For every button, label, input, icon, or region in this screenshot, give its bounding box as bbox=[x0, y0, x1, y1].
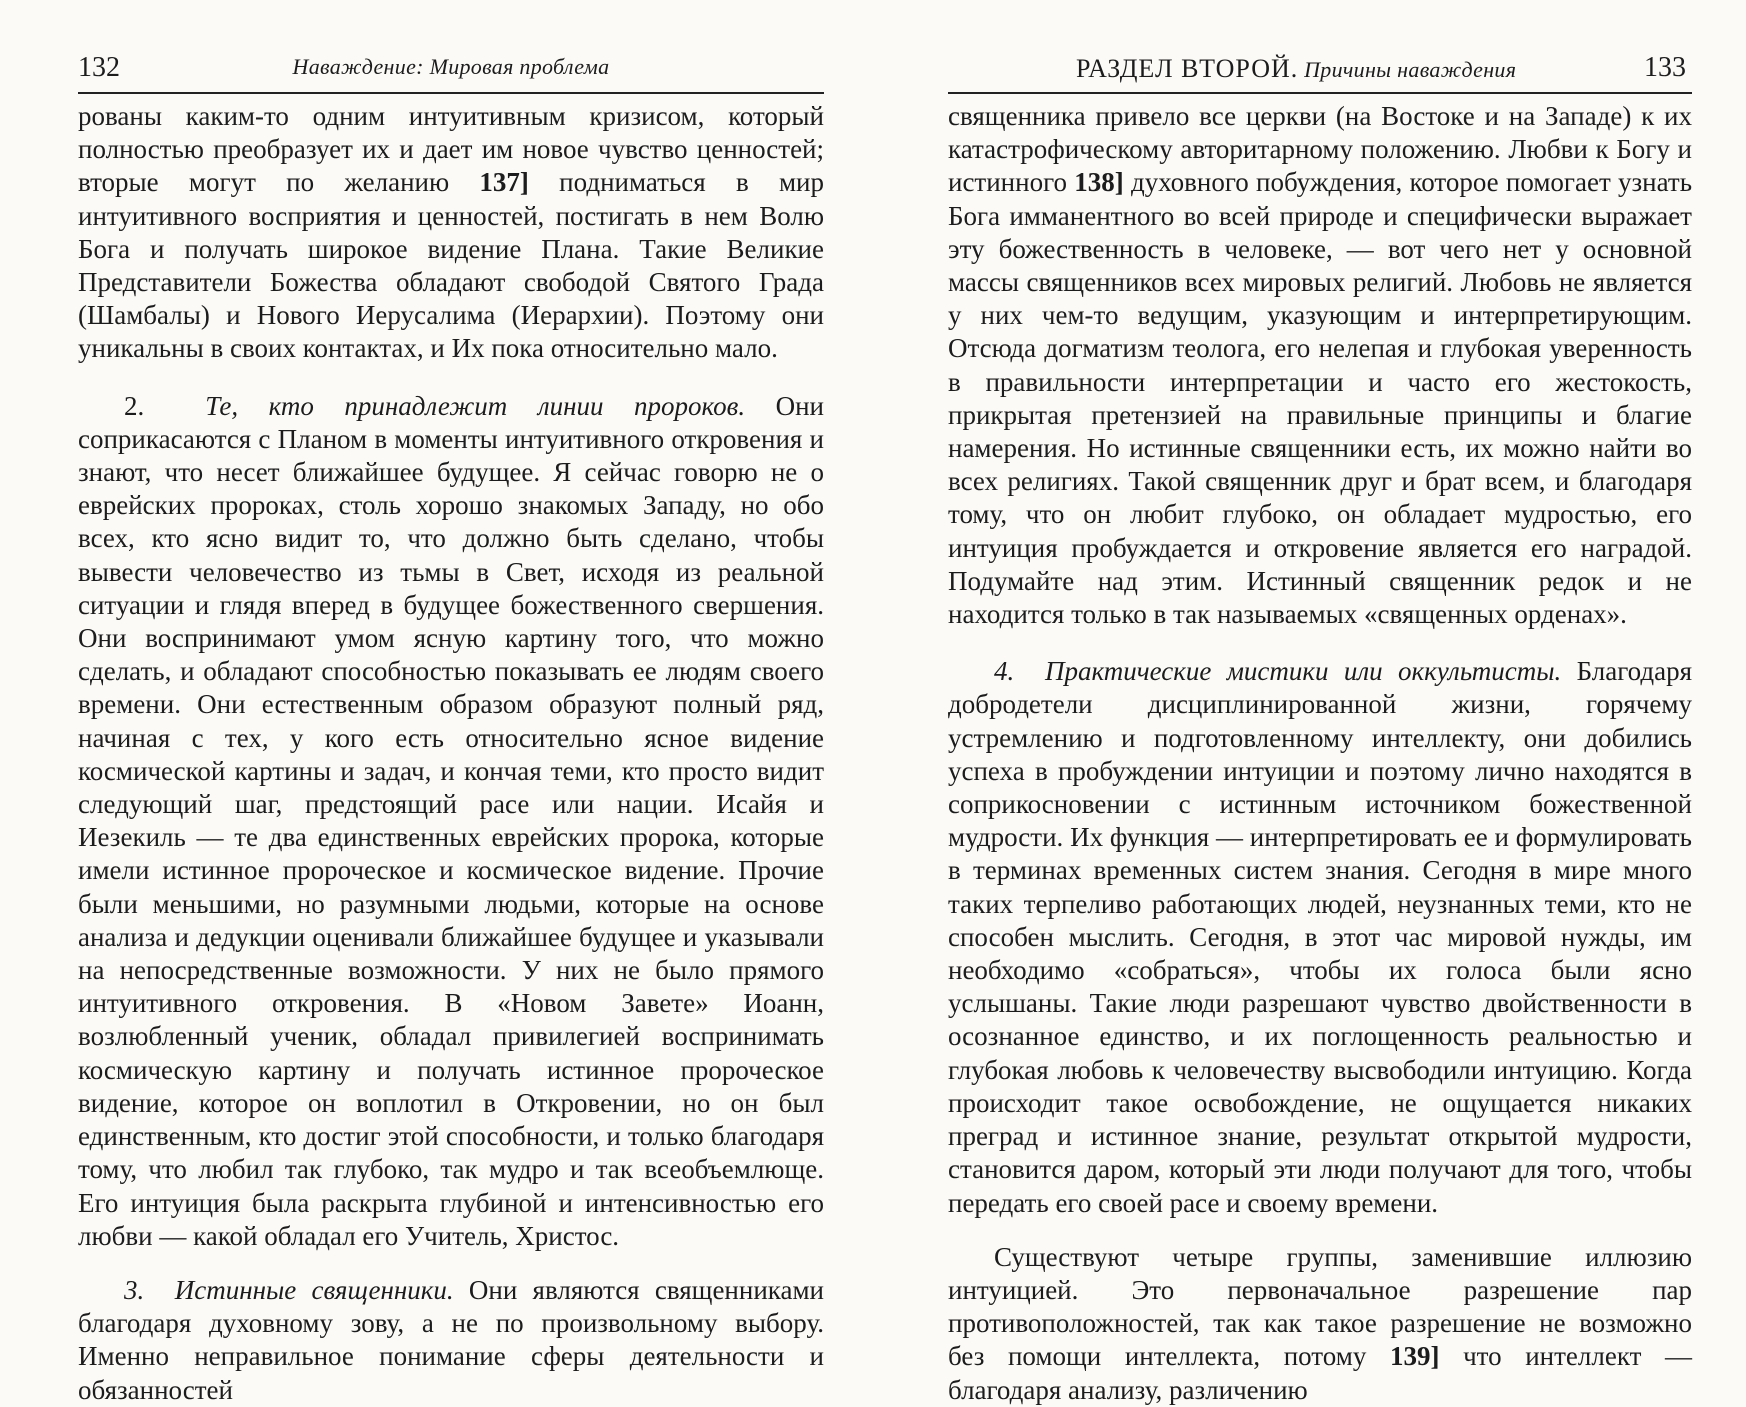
list-number: 3. bbox=[124, 1274, 145, 1305]
left-page-body bbox=[78, 100, 824, 1407]
text-run: рованы каким-то одним интуитивным кризисом, который полностью преобразует их и дает им новое чувство ценностей; вторые могут по желанию bbox=[78, 101, 824, 198]
running-title bbox=[1076, 54, 1692, 84]
item-heading: Истинные священники. bbox=[174, 1274, 454, 1305]
paragraph bbox=[948, 100, 1692, 631]
text-run: священника привело все церкви (на Востоке и на Западе) к их катастрофическому авторитарному положению. Любви к Богу и истинного bbox=[948, 101, 1692, 198]
paragraph bbox=[948, 1241, 1692, 1407]
text-run: Благодаря добродетели дисциплинированной жизни, горячему устремлению и подготовленному интеллекту, они добились успеха в пробуждении интуиции и поэтому лично находятся в соприкосновении с истинным источником божественной мудрости. Их функция — интерпретировать ее и формулировать в терминах временных систем знания. Сегодня в мире много таких терпеливо работающих людей, неузнанных теми, кто не способен мыслить. Сегодня, в этот час мировой нужды, им необходимо «собраться», чтобы их голоса были ясно услышаны. Такие люди разрешают чувство двойственности в осознанное единство, и их поглощенность реальностью и глубокая любовь к человечеству высвободили интуицию. Когда происходит такое освобождение, не ощущается никаких преград и истинное знание, результат открытой мудрости, становится даром, который эти люди получают для того, чтобы передать его своей расе и своему времени. bbox=[948, 656, 1693, 1218]
running-title: Наваждение: Мировая проблема bbox=[292, 54, 610, 79]
text-run: духовного побуждения, которое помогает узнать Бога имманентного во всей природе и специфически выражает эту божественность в человеке, — вот чего нет у основной массы священников всех мировых религий. Любовь не является у них чем-то ведущим, указующим и интерпретирующим. Отсюда догматизм теолога, его нелепая и глубокая уверенность в правильности интерпретации и часто его жестокость, прикрытая претензией на правильные принципы и благие намерения. Но истинные священники есть, их можно найти во всех религиях. Такой священник друг и брат всем, и благодаря тому, что он любит глубоко, он обладает мудростью, его интуиция пробуждается и откровение является его наградой. Подумайте над этим. Истинный священник редок и не находится только в так называемых «священных орденах». bbox=[948, 167, 1693, 630]
text-run: Существуют четыре группы, заменившие иллюзию интуицией. Это первоначальное разрешение пар противоположностей, так как такое разрешение не возможно без помощи интеллекта, потому bbox=[948, 1241, 1692, 1372]
item-heading: Практические мистики или оккультисты. bbox=[1044, 656, 1562, 687]
paragraph bbox=[948, 655, 1692, 1219]
right-page-header bbox=[948, 50, 1692, 94]
list-number: 4. bbox=[994, 656, 1015, 687]
text-run: что интеллект — благодаря анализу, различению bbox=[948, 1341, 1693, 1405]
chapter-title: Причины наваждения bbox=[1304, 57, 1517, 82]
left-page-header bbox=[78, 50, 824, 94]
page-ref-marker: 139] bbox=[1389, 1341, 1440, 1372]
right-page-body bbox=[948, 100, 1692, 1407]
paragraph bbox=[78, 1274, 824, 1407]
item-heading: Те, кто принадлежит линии пророков. bbox=[205, 390, 746, 421]
page-number: 133 bbox=[1644, 52, 1686, 83]
page-ref-marker: 138] bbox=[1074, 167, 1124, 198]
text-run: Они являются священниками благодаря духовному зову, а не по произвольному выбору. Именно неправильное понимание сферы деятельности и обязанностей bbox=[78, 1274, 824, 1405]
paragraph bbox=[78, 390, 824, 1253]
text-run: Они соприкасаются с Планом в моменты интуитивного откровения и знают, что несет ближайшее будущее. Я сейчас говорю не о еврейских пророках, столь хорошо знакомых Западу, но обо всех, кто ясно видит то, что должно быть сделано, чтобы вывести человечество из тьмы в Свет, исходя из реальной ситуации и глядя вперед в будущее божественного свершения. Они воспринимают умом ясную картину того, что можно сделать, и обладают способностью показывать ее людям своего времени. Они естественным образом образуют полный ряд, начиная с тех, у кого есть относительно ясное видение космической картины и задач, и кончая теми, кто просто видит следующий шаг, предстоящий расе или нации. Исайя и Иезекиль — те два единственных еврейских пророка, которые имели истинное пророческое и космическое видение. Прочие были меньшими, но разумными людьми, которые на основе анализа и дедукции оценивали ближайшее будущее и указывали на непосредственные возможности. У них не было прямого интуитивного откровения. В «Новом Завете» Иоанн, возлюбленный ученик, обладал привилегией воспринимать космическую картину и получать истинное пророческое видение, которое он воплотил в Откровении, но он был единственным, кто достиг этой способности, и только благодаря тому, что любил так глубоко, так мудро и так всеобъемлюще. Его интуиция была раскрыта глубиной и интенсивностью его любви — какой обладал его Учитель, Христос. bbox=[78, 390, 824, 1251]
section-label: РАЗДЕЛ ВТОРОЙ. bbox=[1076, 54, 1299, 83]
list-number: 2. bbox=[124, 390, 145, 421]
page-number: 132 bbox=[78, 52, 120, 83]
page-ref-marker: 137] bbox=[479, 167, 529, 198]
paragraph bbox=[78, 100, 824, 366]
text-run: подниматься в мир интуитивного восприятия и ценностей, постигать в нем Волю Бога и получать широкое видение Плана. Такие Великие Представители Божества обладают свободой Святого Града (Шамбалы) и Нового Иерусалима (Иерархии). Поэтому они уникальны в своих контактах, и Их пока относительно мало. bbox=[78, 167, 824, 364]
